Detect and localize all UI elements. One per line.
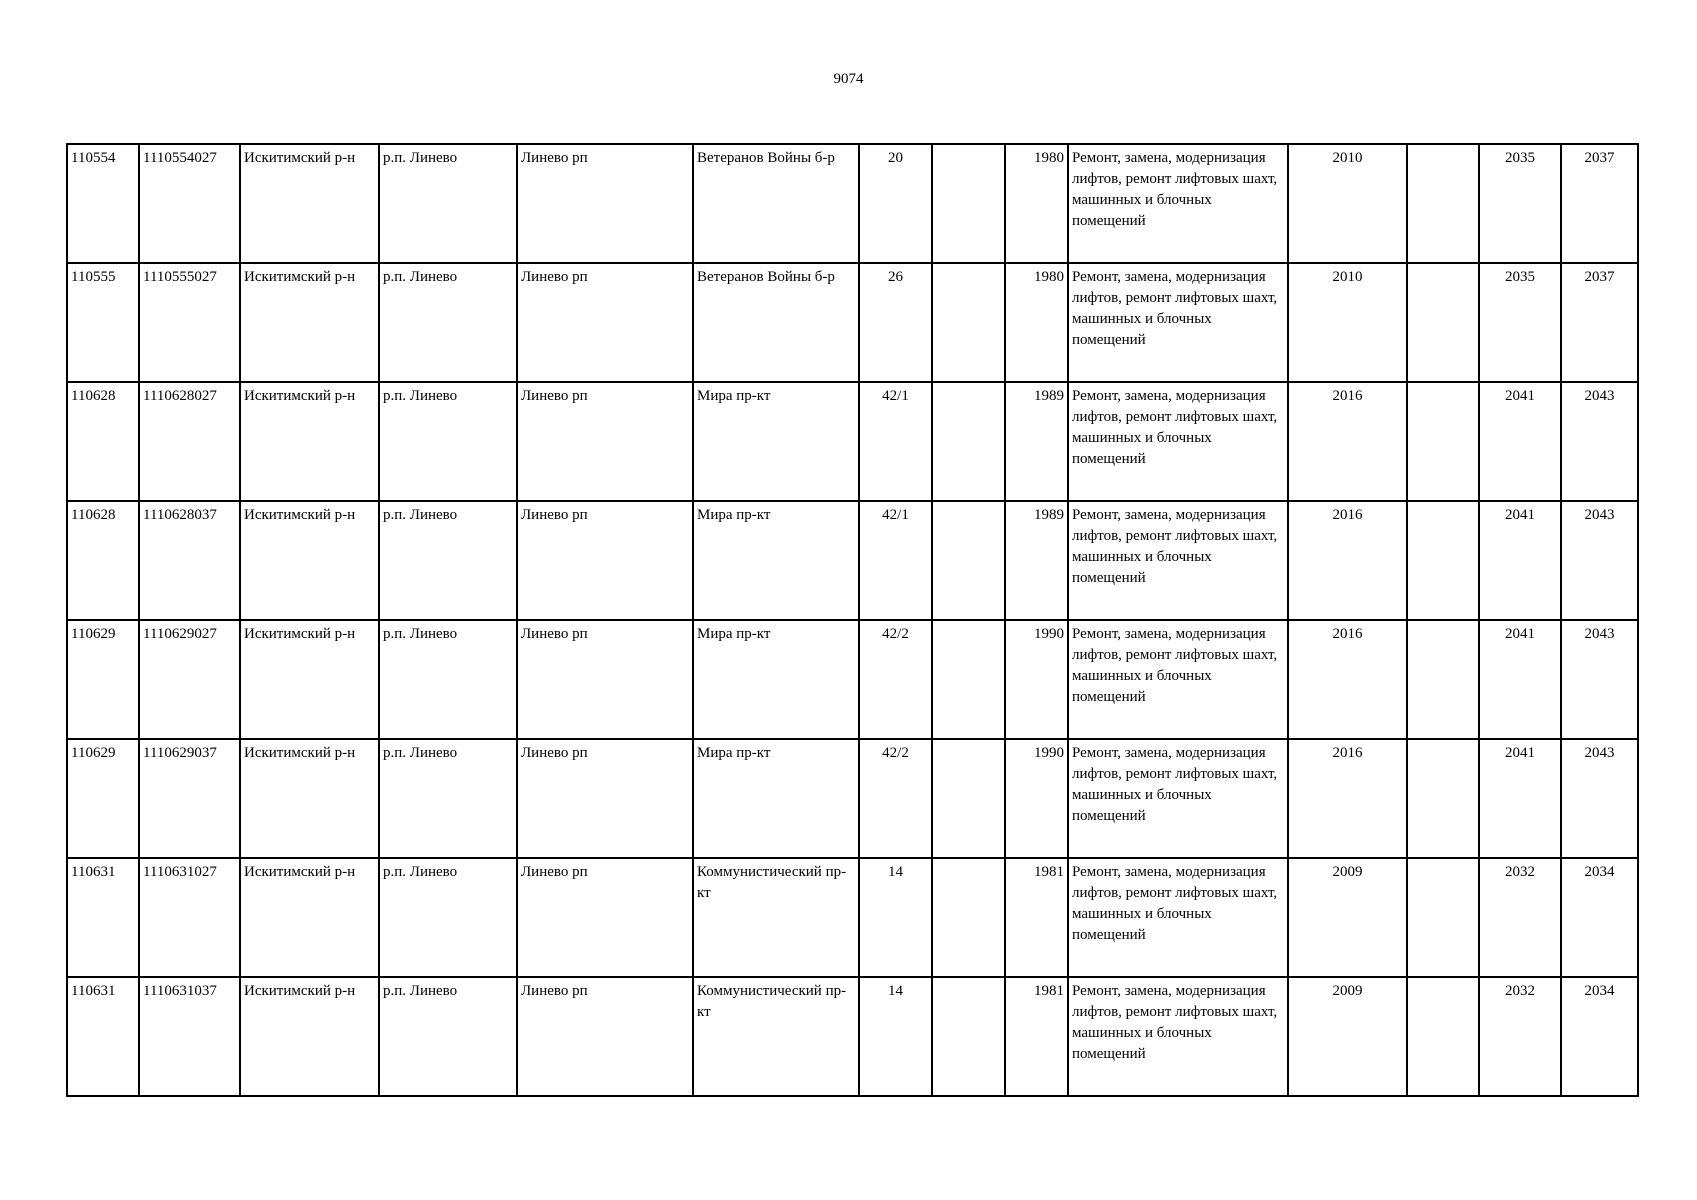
work-type-cell: Ремонт, замена, модернизация лифтов, ремонт лифтовых шахт, машинных и блочных помещений <box>1068 144 1288 263</box>
work-type-cell: Ремонт, замена, модернизация лифтов, ремонт лифтовых шахт, машинных и блочных помещений <box>1068 382 1288 501</box>
plan-from-cell: 2032 <box>1479 858 1561 977</box>
year-built-cell: 1989 <box>1005 382 1068 501</box>
plan-from-cell: 2032 <box>1479 977 1561 1096</box>
last-repair-year-cell: 2016 <box>1288 382 1407 501</box>
table-row <box>67 977 1638 1096</box>
building-cell <box>932 739 1005 858</box>
last-repair-year-cell: 2009 <box>1288 858 1407 977</box>
locality-cell: Линево рп <box>517 739 693 858</box>
extra-cell <box>1407 144 1479 263</box>
table-row <box>67 858 1638 977</box>
extra-cell <box>1407 501 1479 620</box>
locality-cell: Линево рп <box>517 620 693 739</box>
district-cell: Искитимский р-н <box>240 382 379 501</box>
street-cell: Мира пр-кт <box>693 739 859 858</box>
year-built-cell: 1989 <box>1005 501 1068 620</box>
house-number-cell: 14 <box>859 977 932 1096</box>
table-row <box>67 739 1638 858</box>
work-type-cell: Ремонт, замена, модернизация лифтов, ремонт лифтовых шахт, машинных и блочных помещений <box>1068 977 1288 1096</box>
building-cell <box>932 501 1005 620</box>
registry-table <box>66 143 1639 1097</box>
work-type-cell: Ремонт, замена, модернизация лифтов, ремонт лифтовых шахт, машинных и блочных помещений <box>1068 620 1288 739</box>
district-cell: Искитимский р-н <box>240 739 379 858</box>
building-cell <box>932 620 1005 739</box>
locality-cell: Линево рп <box>517 501 693 620</box>
object-code-cell: 1110631037 <box>139 977 240 1096</box>
work-type-cell: Ремонт, замена, модернизация лифтов, ремонт лифтовых шахт, машинных и блочных помещений <box>1068 858 1288 977</box>
building-cell <box>932 382 1005 501</box>
building-cell <box>932 263 1005 382</box>
object-id-cell: 110628 <box>67 382 139 501</box>
building-cell <box>932 858 1005 977</box>
registry-table-body <box>67 144 1638 1096</box>
object-id-cell: 110629 <box>67 620 139 739</box>
settlement-cell: р.п. Линево <box>379 858 517 977</box>
table-row <box>67 144 1638 263</box>
last-repair-year-cell: 2016 <box>1288 501 1407 620</box>
extra-cell <box>1407 263 1479 382</box>
extra-cell <box>1407 977 1479 1096</box>
extra-cell <box>1407 739 1479 858</box>
district-cell: Искитимский р-н <box>240 620 379 739</box>
object-id-cell: 110555 <box>67 263 139 382</box>
object-id-cell: 110631 <box>67 858 139 977</box>
house-number-cell: 42/2 <box>859 739 932 858</box>
house-number-cell: 26 <box>859 263 932 382</box>
object-id-cell: 110629 <box>67 739 139 858</box>
year-built-cell: 1981 <box>1005 977 1068 1096</box>
street-cell: Мира пр-кт <box>693 501 859 620</box>
last-repair-year-cell: 2016 <box>1288 739 1407 858</box>
street-cell: Коммунистический пр-кт <box>693 977 859 1096</box>
district-cell: Искитимский р-н <box>240 977 379 1096</box>
object-id-cell: 110554 <box>67 144 139 263</box>
year-built-cell: 1990 <box>1005 620 1068 739</box>
object-code-cell: 1110555027 <box>139 263 240 382</box>
year-built-cell: 1980 <box>1005 263 1068 382</box>
settlement-cell: р.п. Линево <box>379 739 517 858</box>
plan-from-cell: 2035 <box>1479 144 1561 263</box>
year-built-cell: 1990 <box>1005 739 1068 858</box>
building-cell <box>932 977 1005 1096</box>
locality-cell: Линево рп <box>517 977 693 1096</box>
year-built-cell: 1981 <box>1005 858 1068 977</box>
year-built-cell: 1980 <box>1005 144 1068 263</box>
extra-cell <box>1407 382 1479 501</box>
object-code-cell: 1110629027 <box>139 620 240 739</box>
last-repair-year-cell: 2016 <box>1288 620 1407 739</box>
last-repair-year-cell: 2010 <box>1288 263 1407 382</box>
street-cell: Мира пр-кт <box>693 620 859 739</box>
object-id-cell: 110631 <box>67 977 139 1096</box>
table-row <box>67 382 1638 501</box>
object-code-cell: 1110628027 <box>139 382 240 501</box>
house-number-cell: 20 <box>859 144 932 263</box>
plan-to-cell: 2034 <box>1561 977 1638 1096</box>
locality-cell: Линево рп <box>517 144 693 263</box>
district-cell: Искитимский р-н <box>240 858 379 977</box>
object-code-cell: 1110629037 <box>139 739 240 858</box>
street-cell: Коммунистический пр-кт <box>693 858 859 977</box>
district-cell: Искитимский р-н <box>240 263 379 382</box>
street-cell: Мира пр-кт <box>693 382 859 501</box>
plan-to-cell: 2043 <box>1561 501 1638 620</box>
work-type-cell: Ремонт, замена, модернизация лифтов, ремонт лифтовых шахт, машинных и блочных помещений <box>1068 263 1288 382</box>
plan-to-cell: 2043 <box>1561 620 1638 739</box>
plan-to-cell: 2034 <box>1561 858 1638 977</box>
work-type-cell: Ремонт, замена, модернизация лифтов, ремонт лифтовых шахт, машинных и блочных помещений <box>1068 501 1288 620</box>
district-cell: Искитимский р-н <box>240 501 379 620</box>
table-row <box>67 263 1638 382</box>
house-number-cell: 42/1 <box>859 382 932 501</box>
settlement-cell: р.п. Линево <box>379 501 517 620</box>
table-row <box>67 620 1638 739</box>
settlement-cell: р.п. Линево <box>379 977 517 1096</box>
settlement-cell: р.п. Линево <box>379 620 517 739</box>
work-type-cell: Ремонт, замена, модернизация лифтов, ремонт лифтовых шахт, машинных и блочных помещений <box>1068 739 1288 858</box>
object-code-cell: 1110554027 <box>139 144 240 263</box>
table-row <box>67 501 1638 620</box>
plan-from-cell: 2041 <box>1479 620 1561 739</box>
last-repair-year-cell: 2010 <box>1288 144 1407 263</box>
house-number-cell: 42/1 <box>859 501 932 620</box>
page-number: 9074 <box>833 71 864 87</box>
extra-cell <box>1407 620 1479 739</box>
street-cell: Ветеранов Войны б-р <box>693 144 859 263</box>
last-repair-year-cell: 2009 <box>1288 977 1407 1096</box>
object-code-cell: 1110628037 <box>139 501 240 620</box>
extra-cell <box>1407 858 1479 977</box>
plan-from-cell: 2041 <box>1479 382 1561 501</box>
street-cell: Ветеранов Войны б-р <box>693 263 859 382</box>
settlement-cell: р.п. Линево <box>379 263 517 382</box>
building-cell <box>932 144 1005 263</box>
plan-to-cell: 2043 <box>1561 739 1638 858</box>
settlement-cell: р.п. Линево <box>379 382 517 501</box>
plan-from-cell: 2035 <box>1479 263 1561 382</box>
locality-cell: Линево рп <box>517 858 693 977</box>
house-number-cell: 42/2 <box>859 620 932 739</box>
locality-cell: Линево рп <box>517 382 693 501</box>
plan-from-cell: 2041 <box>1479 739 1561 858</box>
locality-cell: Линево рп <box>517 263 693 382</box>
object-code-cell: 1110631027 <box>139 858 240 977</box>
settlement-cell: р.п. Линево <box>379 144 517 263</box>
district-cell: Искитимский р-н <box>240 144 379 263</box>
plan-to-cell: 2037 <box>1561 144 1638 263</box>
plan-to-cell: 2037 <box>1561 263 1638 382</box>
plan-to-cell: 2043 <box>1561 382 1638 501</box>
plan-from-cell: 2041 <box>1479 501 1561 620</box>
house-number-cell: 14 <box>859 858 932 977</box>
object-id-cell: 110628 <box>67 501 139 620</box>
